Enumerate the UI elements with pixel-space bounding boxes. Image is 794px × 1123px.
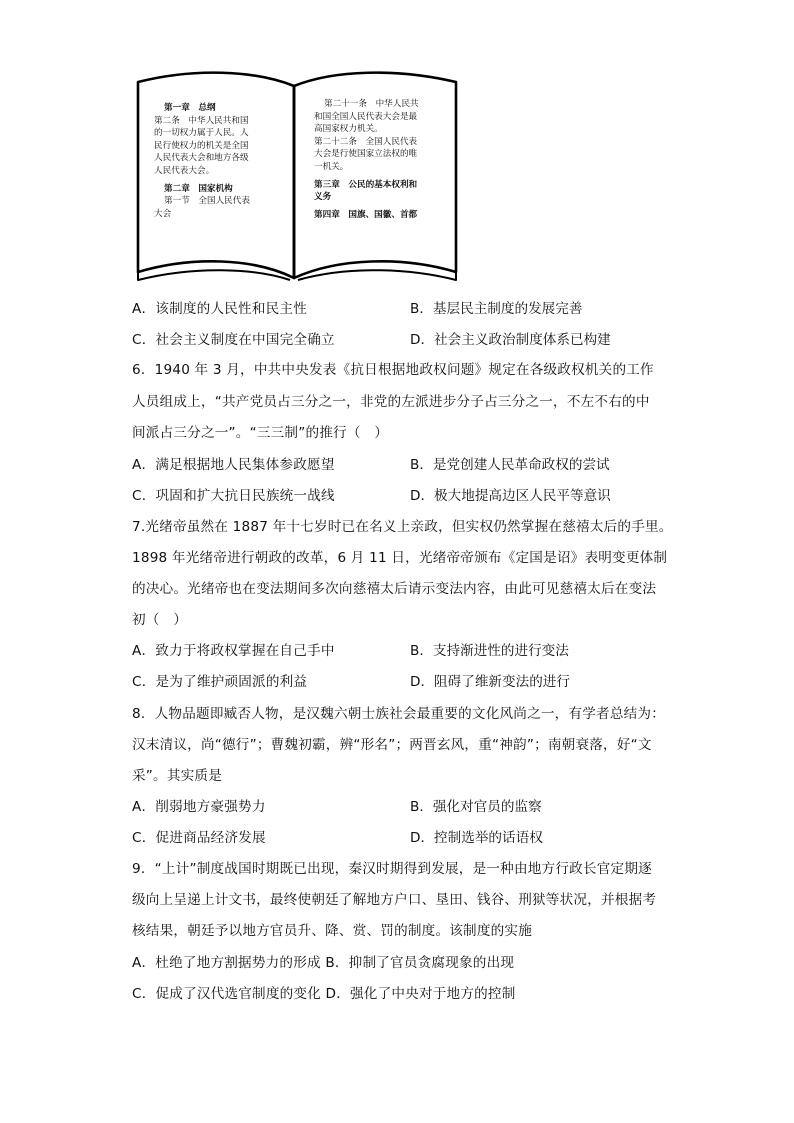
q8-option-b: B．强化对官员的监察: [410, 799, 542, 815]
book-right-line: 高国家权力机关。: [314, 124, 383, 135]
book-right-line: 第二十二条 全国人民代表: [314, 136, 418, 147]
book-left-line: 第二条 中华人民共和国: [154, 115, 249, 126]
book-right-line: 大会是行使国家立法权的唯: [314, 149, 418, 160]
q7-stem-line-2: 1898 年光绪帝进行朝政的改革，6 月 11 日，光绪帝帝颁布《定国是诏》表明变更体制: [132, 550, 668, 566]
book-right-line: 和国全国人民代表大会是最: [314, 111, 418, 122]
q8-option-c: C．促进商品经济发展: [132, 830, 266, 846]
book-left-line: 的一切权力属于人民。人: [154, 128, 249, 139]
q7-option-d: D．阻碍了维新变法的进行: [410, 674, 570, 690]
book-left-page-text: [154, 102, 282, 220]
book-left-line: 第一节 全国人民代表: [164, 196, 250, 207]
book-left-line: 大会: [154, 208, 172, 219]
q7-option-a: A．致力于将政权掌握在自己手中: [132, 643, 335, 659]
q7-option-b: B．支持渐进性的进行变法: [410, 643, 569, 659]
q6-option-d: D．极大地提高边区人民平等意识: [410, 488, 611, 504]
q8-stem-line-3: 采”。其实质是: [132, 768, 223, 784]
q6-option-c: C．巩固和扩大抗日民族统一战线: [132, 488, 335, 504]
q5-option-d: D．社会主义政治制度体系已构建: [410, 332, 611, 348]
q8-stem-line-2: 汉末清议，尚“德行”；曹魏初霸，辨“形名”；两晋玄风，重“神韵”；南朝衰落，好“文: [132, 737, 652, 753]
book-left-line: 人民代表大会。: [154, 165, 215, 176]
q8-option-d: D．控制选举的话语权: [410, 830, 543, 846]
q9-stem-line-1: 9．“上计”制度战国时期既已出现，秦汉时期得到发展，是一种由地方行政长官定期逐: [132, 861, 652, 877]
q5-option-c: C．社会主义制度在中国完全确立: [132, 332, 335, 348]
book-left-line: 人民代表大会和地方各级: [154, 153, 249, 164]
q7-stem-line-4: 初（ ）: [132, 612, 188, 628]
q7-stem-line-3: 的决心。光绪帝也在变法期间多次向慈禧太后请示变法内容，由此可见慈禧太后在变法: [132, 581, 657, 597]
q6-option-b: B．是党创建人民革命政权的尝试: [410, 457, 610, 473]
q5-option-a: A．该制度的人民性和民主性: [132, 301, 308, 317]
book-left-line: 第一章 总纲: [164, 103, 216, 113]
book-right-line: 第四章 国旗、国徽、首都: [314, 209, 418, 220]
q9-options-a-b: A．杜绝了地方割据势力的形成 B．抑制了官员贪腐现象的出现: [132, 955, 515, 971]
book-left-line: 第二章 国家机构: [164, 183, 233, 194]
constitution-book-figure: [134, 66, 460, 282]
q7-stem-line-1: 7.光绪帝虽然在 1887 年十七岁时已在名义上亲政，但实权仍然掌握在慈禧太后的手里。: [132, 519, 673, 535]
book-right-line: 第二十一条 中华人民共: [324, 99, 419, 109]
q6-stem-line-3: 间派占三分之一”。“三三制”的推行（ ）: [132, 425, 389, 441]
book-left-line: 民行使权力的机关是全国: [154, 140, 249, 151]
q9-stem-line-3: 核结果，朝廷予以地方官员升、降、赏、罚的制度。该制度的实施: [132, 923, 533, 939]
q6-stem-line-2: 人员组成上，“共产党员占三分之一，非党的左派进步分子占三分之一，不左不右的中: [132, 394, 650, 410]
book-right-line: 第三章 公民的基本权利和: [314, 179, 418, 190]
q5-option-b: B．基层民主制度的发展完善: [410, 301, 583, 317]
q7-option-c: C．是为了维护顽固派的利益: [132, 674, 308, 690]
book-right-line: 义务: [314, 192, 332, 203]
book-right-line: 一机关。: [314, 161, 349, 172]
book-right-page-text: [314, 98, 444, 221]
q8-option-a: A．削弱地方豪强势力: [132, 799, 266, 815]
q8-stem-line-1: 8．人物品题即臧否人物，是汉魏六朝士族社会最重要的文化风尚之一，有学者总结为：: [132, 706, 666, 722]
q9-options-c-d: C．促成了汉代选官制度的变化 D．强化了中央对于地方的控制: [132, 986, 516, 1002]
q6-option-a: A．满足根据地人民集体参政愿望: [132, 457, 335, 473]
q6-stem-line-1: 6．1940 年 3 月，中共中央发表《抗日根据地政权问题》规定在各级政权机关的工作: [132, 362, 654, 378]
q9-stem-line-2: 级向上呈递上计文书，最终使朝廷了解地方户口、垦田、钱谷、刑狱等状况，并根据考: [132, 892, 657, 908]
